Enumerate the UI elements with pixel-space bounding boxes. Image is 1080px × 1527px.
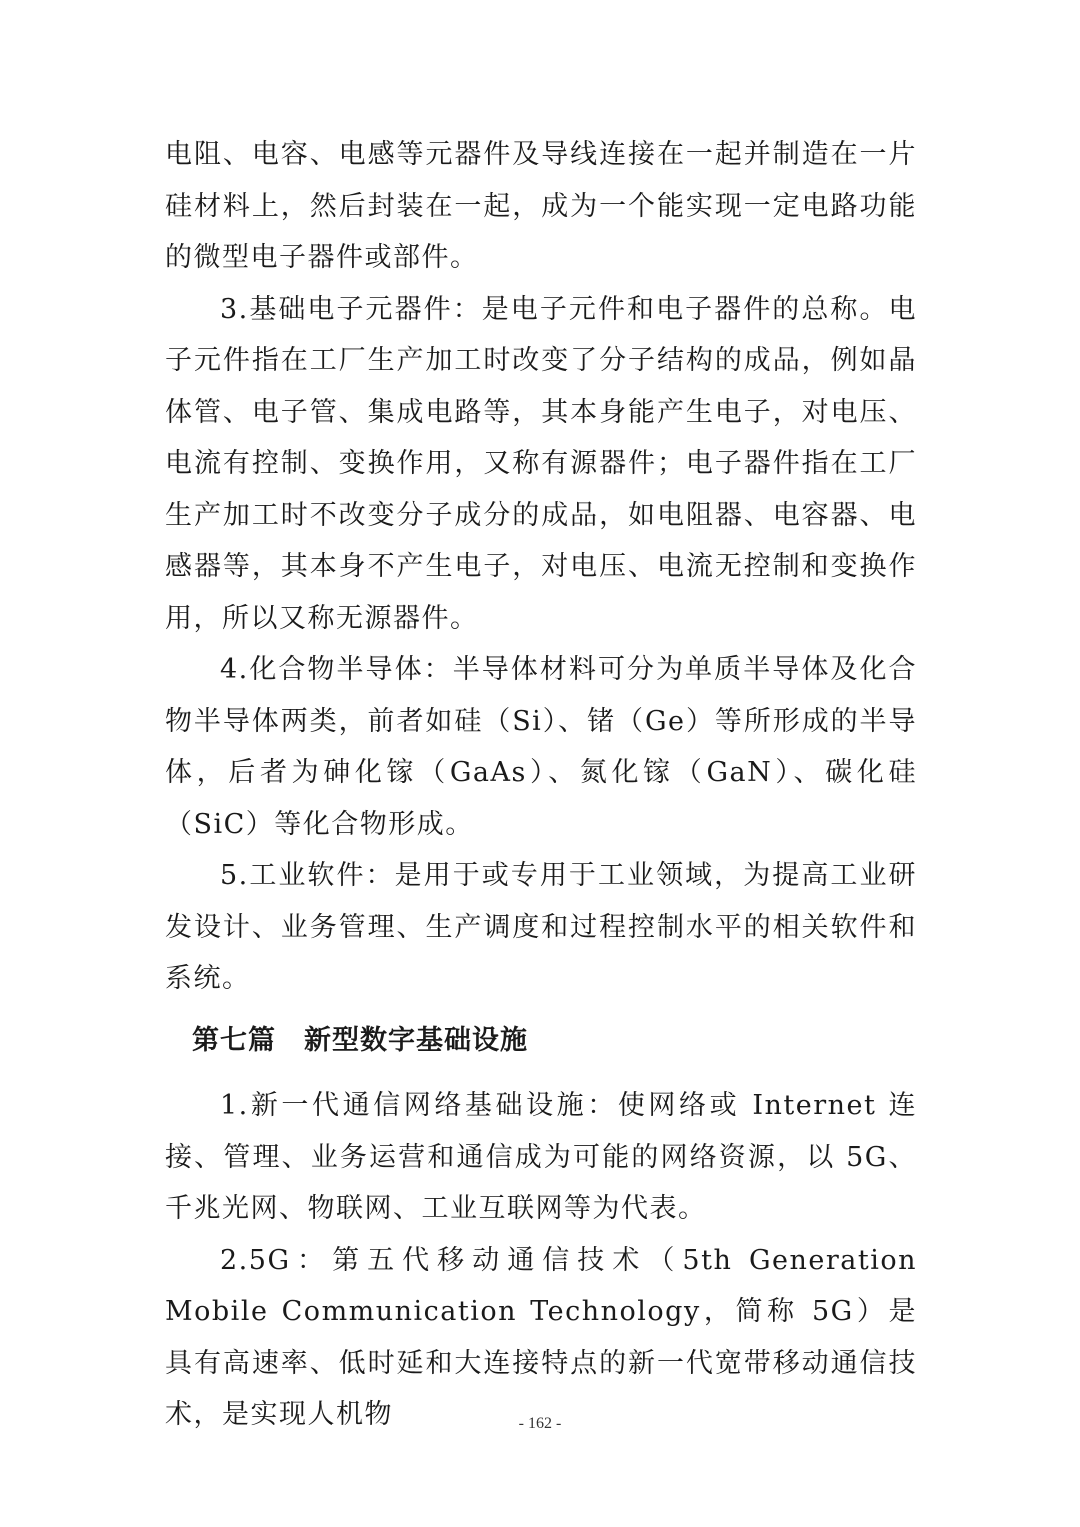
paragraph-5g: 2.5G：第五代移动通信技术（5th Generation Mobile Communication Technology，简称 5G）是具有高速率、低时延和大连接特点的新一代宽带移动通信技术，是实现人机物 — [165, 1244, 917, 1430]
paragraph-ic-continuation: 电阻、电容、电感等元器件及导线连接在一起并制造在一片硅材料上，然后封装在一起，成为一个能实现一定电路功能的微型电子器件或部件。 — [165, 139, 917, 273]
page-number: - 162 - — [518, 1415, 562, 1432]
paragraph-compound-semiconductor: 4.化合物半导体：半导体材料可分为单质半导体及化合物半导体两类，前者如硅（Si）、锗（Ge）等所形成的半导体，后者为砷化镓（GaAs）、氮化镓（GaN）、碳化硅（SiC）等化合物形成。 — [165, 654, 917, 840]
chapter-heading: 第七篇 新型数字基础设施 — [192, 1025, 528, 1056]
section-body-top — [165, 129, 917, 1005]
paragraph-basic-electronic-components: 3.基础电子元器件：是电子元件和电子器件的总称。电子元件指在工厂生产加工时改变了分子结构的成品，例如晶体管、电子管、集成电路等，其本身能产生电子，对电压、电流有控制、变换作用，又称有源器件；电子器件指在工厂生产加工时不改变分子成分的成品，如电阻器、电容器、电感器等，其本身不产生电子，对电压、电流无控制和变换作用，所以又称无源器件。 — [165, 293, 917, 634]
paragraph-new-gen-network: 1.新一代通信网络基础设施：使网络或 Internet 连接、管理、业务运营和通信成为可能的网络资源，以 5G、千兆光网、物联网、工业互联网等为代表。 — [165, 1090, 917, 1224]
paragraph-industrial-software: 5.工业软件：是用于或专用于工业领域，为提高工业研发设计、业务管理、生产调度和过程控制水平的相关软件和系统。 — [165, 860, 917, 994]
section-body-bottom — [165, 1080, 917, 1441]
